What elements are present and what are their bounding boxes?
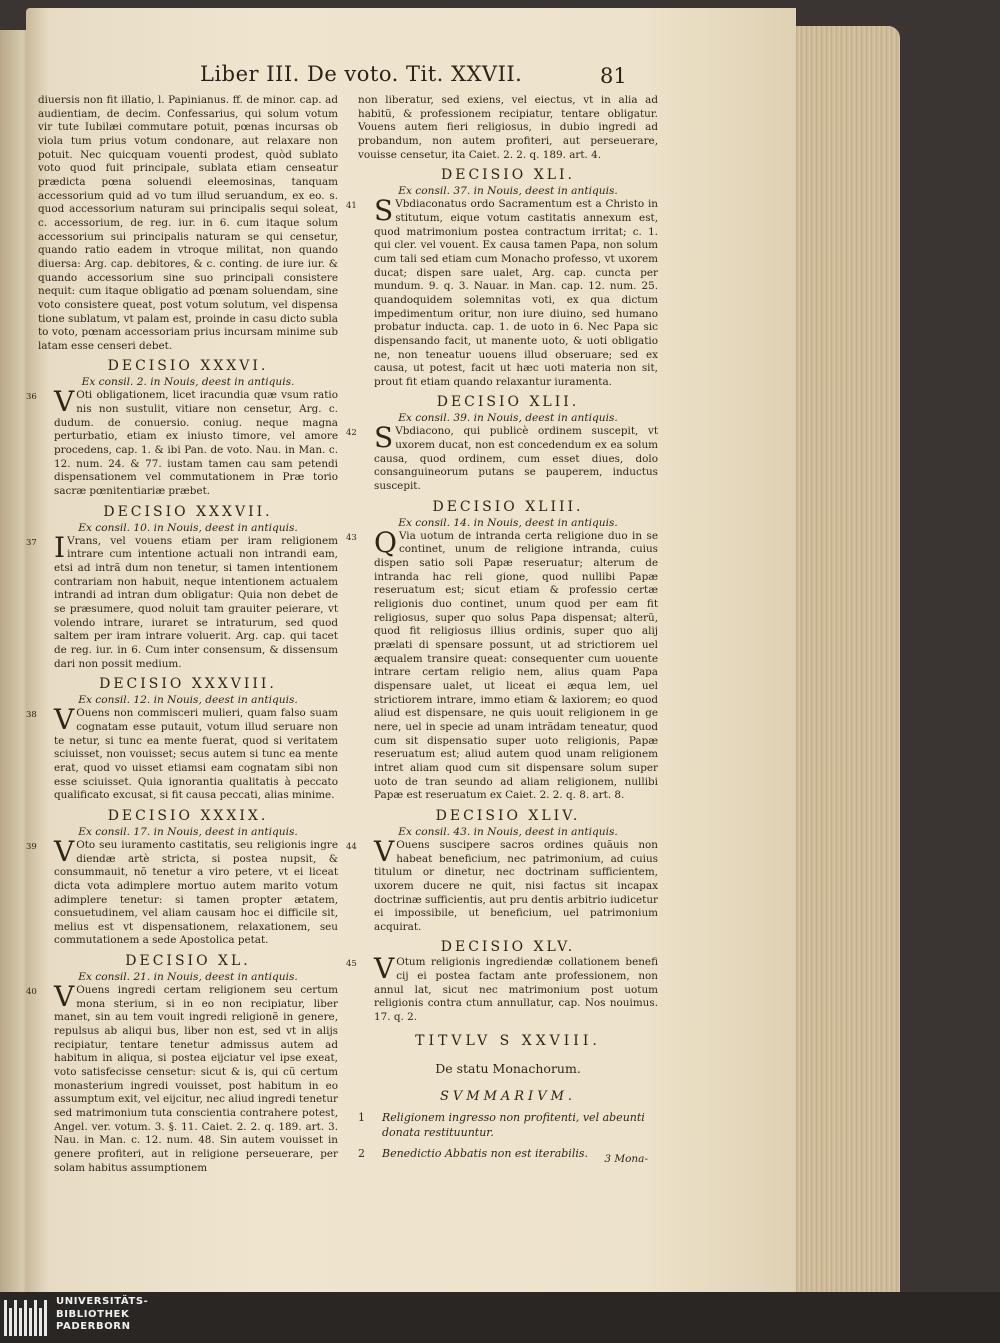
decision-source: Ex consil. 14. in Nouis, deest in antiquis. [398,516,618,529]
summary-text: Religionem ingresso non profitenti, vel abeunti donata restituuntur. [382,1110,645,1139]
decision-paragraph [346,194,658,389]
library-footer [0,1292,1000,1343]
left-intro-paragraph: diuersis non fit illatio, l. Papinianus. ff. de minor. cap. ad audientiam, de decim. Confessarius, qui solum votum vir tute Iubilæi commutare potuit, pœnas incursas ob viola tum prius votum condonare, aut relaxare non potuit. Nec quicquam vouenti prodest, quòd sublato voto quod fuit principale, sublata etiam censeatur prædicta pœna soluendi eleemosinas, tanquam accessorium quid ad vo tum illud seruandum, ex eo. s. quod accessorium naturam sui principalis sequi soleat, c. accessorium, de reg. iur. in 6. cum itaque solum accessorium sui principalis naturam se qui censetur, quando ratio eadem in vtroque militat, non quando diuersa: Arg. cap. debitores, & c. conting. de iure iur. & quando accessorium sine suo principali consistere nequit: cum itaque obligatio ad pœnam soluendam, sine voto consistere queat, post votum solutum, vel dispensa tione sublatum, vt palam est, proinde in casu dicto subla to voto, pœnam accessoriam prius incursam minime sub latam esse censeri debet. [38,94,338,352]
decision-text: Ouens ingredi certam religionem seu certum mona sterium, si in eo non recipiatur, liber manet, sin au tem vouit ingredi religionẽ in genere, repulsus ab aliqui bus, liber non est, sed vt in alijs recipiatur, tentare tenetur admissus autem ad habitum in aliqua, si postea eijciatur vel ipse exeat, voto satisfecisse censetur: sicut & is, qui cũ certum monasterium ingredi vouisset, post habitum in eo assumptum exit, vel eijcitur, nec aliud ingredi tenetur sed matrimonium tuta conscientia contrahere potest, Angel. ver. votum. 3. §. 11. Caiet. 2. 2. q. 189. art. 3. Nau. in Man. c. 12. num. 48. Sin autem vouisset in genere profiteri, aut in religione perseuerare, per solam habitus assumptionem [54,984,338,1174]
initial-letter: V [54,834,75,868]
title-subheading: De statu Monachorum. [435,1061,581,1077]
logo-bar [34,1300,37,1336]
decision-paragraph [346,421,658,493]
decision-heading: DECISIO XLII. [436,394,580,411]
decision-paragraph [26,703,338,803]
decision-text: Ouens suscipere sacros ordines quãuis non habeat beneficium, nec patrimonium, ad cuius titulum or dinetur, nec doctrinam sufficientem, uxorem ducere ne quit, nisi factus sit incapax doctrinæ sufficientis, aut pru dentis arbitrio iudicetur ei impossibile, ut beneficium, uel patrimonium acquirat. [374,838,658,933]
decision-paragraph [26,980,338,1175]
logo-bar [19,1308,22,1336]
decision-source: Ex consil. 2. in Nouis, deest in antiquis. [81,376,295,389]
decision-text: Otum religionis ingrediendæ collationem benefi cij ei postea factam ante professionem, non annul lat, sicut nec matrimonium post uotum religionis contra ctum annullatur, cap. Nos nouimus. 17. q. 2. [374,956,658,1024]
decision-heading: DECISIO XXXIX. [107,807,269,824]
logo-bar [14,1300,17,1336]
summary-number: 1 [358,1110,365,1124]
decision-heading: DECISIO XLI. [441,167,575,184]
decision-source: Ex consil. 12. in Nouis, deest in antiquis. [78,694,298,707]
logo-bar [44,1300,47,1336]
decision-heading: DECISIO XXXVIII. [99,676,277,693]
initial-letter: S [374,421,394,455]
initial-letter: V [54,980,75,1014]
logo-bar [39,1308,42,1336]
decision-text: Ouens non commisceri mulieri, quam falso suam cognatam esse putauit, votum illud seruare non te netur, si tunc ea mente fuerat, quod si veritatem sciuisset, non vouisset; secus autem si tunc ea mente erat, quod vo uisset etiamsi eam cognatam sibi non esse sciuisset. Quia ignorantia qualitatis à peccato qualificato excusat, si fit causa peccati, alias minime. [54,707,338,802]
decision-source: Ex consil. 39. in Nouis, deest in antiquis. [398,412,618,425]
initial-letter: V [54,385,75,419]
decision-heading: DECISIO XLV. [440,939,576,956]
decision-heading: DECISIO XLIII. [432,498,584,515]
logo-line-2: BIBLIOTHEK [56,1308,130,1320]
marginal-number: 38 [26,710,37,721]
decision-heading: DECISIO XLIV. [435,807,581,824]
title-heading: TITVLV S XXVIII. [415,1032,601,1049]
left-decisions [26,357,338,1175]
summary-number: 2 [358,1146,365,1160]
summarium-heading: SVMMARIVM. [439,1089,577,1105]
decision-text: Oto seu iuramento castitatis, seu religionis ingre diendæ artè stricta, si postea nupsit, & consummauit, nõ tenetur a viro petere, vt ei liceat dicta vota adimplere mortuo autem marito votum adimplere tenetur: si tamen propter ætatem, consuetudinem, vel aliam causam hoc ei difficile sit, melius est vt dispensationem, relaxationem, seu commutationem a sede Apostolica petat. [54,838,338,947]
marginal-number: 43 [346,532,357,543]
logo-line-3: PADERBORN [56,1321,131,1332]
right-decisions [346,166,658,1024]
logo-bar [9,1308,12,1336]
catchword: 3 Mona- [604,1152,648,1165]
logo-line-1: UNIVERSITÄTS- [56,1296,149,1307]
marginal-number: 36 [26,392,37,403]
decision-paragraph [346,834,658,935]
initial-letter: I [54,530,66,564]
summary-item [358,1146,658,1161]
marginal-number: 45 [346,959,357,970]
decision-source: Ex consil. 10. in Nouis, deest in antiquis. [78,521,298,534]
running-head: Liber III. De voto. Tit. XXVII. [200,62,523,86]
decision-paragraph [346,525,658,803]
decision-source: Ex consil. 21. in Nouis, deest in antiquis. [78,971,298,984]
decision-paragraph [346,952,658,1024]
summary-list [358,1110,658,1161]
decision-heading: DECISIO XXXVI. [107,358,269,375]
left-column [26,94,338,1175]
decision-source: Ex consil. 43. in Nouis, deest in antiquis. [398,825,618,838]
decision-heading: DECISIO XL. [125,953,251,970]
decision-text: Vbdiaconatus ordo Sacramentum est a Christo in stitutum, eique votum castitatis annexum est, quod matrimonium postea contractum irritat; c. 1. qui cler. vel vouent. Ex causa tamen Papa, non solum cum tali sed etiam cum Monacho professo, vt uxorem ducat; dispen sare ualet, Arg. cap. cuncta per mundum. 9. q. 3. Nauar. in Man. cap. 12. num. 25. quandoquidem solemnitas voti, ex qua dictum impedimentum oritur, non iure diuino, sed humano probatur inducta. cap. 1. de uoto in 6. Nec Papa sic dispensando facit, ut manente uoto, & uoti obligatio ne, non teneatur uouens illud obseruare; sed ex causa, ut potest, facit ut hæc uoti materia non sit, prout fit etiam quando relaxantur iuramenta. [374,198,658,388]
logo-bar [4,1300,7,1336]
decision-text: Oti obligationem, licet iracundia quæ vsum ratio nis non sustulit, vitiare non censetur, Arg. c. dudum. de conuersio. coniug. neque magna perturbatio, etiam ex iniusto timore, vel amore procedens, cap. 1. & ibi Pan. de voto. Nau. in Man. c. 12. num. 24. & 77. iustam tamen cau sam petendi dispensationem vel commutationem in Præ torio sacræ pœnitentiariæ præbet. [54,389,338,498]
book-fore-edge [788,26,900,1292]
library-logo-icon [4,1300,48,1336]
decision-paragraph [26,530,338,672]
marginal-number: 40 [26,987,37,998]
decision-heading: DECISIO XXXVII. [103,503,273,520]
background-shadow [890,26,1000,1292]
logo-bar [29,1308,32,1336]
library-logo-text [56,1296,148,1334]
marginal-number: 42 [346,428,357,439]
decision-source: Ex consil. 37. in Nouis, deest in antiquis. [398,185,618,198]
folio-number: 81 [600,64,627,88]
logo-bar [24,1300,27,1336]
summary-text: Benedictio Abbatis non est iterabilis. [382,1146,588,1160]
initial-letter: Q [374,525,397,559]
initial-letter: S [374,194,394,228]
decision-paragraph [26,834,338,948]
initial-letter: V [374,834,395,868]
marginal-number: 44 [346,841,357,852]
summary-item [358,1110,658,1140]
right-intro-paragraph: non liberatur, sed exiens, vel eiectus, vt in alia ad habitũ, & professionem recipiatur, tentare obligatur. Vouens autem fieri religiosus, in dubio ingredi ad probandum, non autem profiteri, aut perseuerare, vouisse censetur, ita Caiet. 2. 2. q. 189. art. 4. [358,94,658,161]
initial-letter: V [374,952,395,986]
decision-text: Via uotum de intranda certa religione duo in se continet, unum de religione intranda, cuius dispen satio soli Papæ reseruatur; alterum de intranda hac reli gione, quod nullibi Papæ reseruatum est; sicut etiam & professio certæ religionis duo continet, unum quod per eam fit religiosus, super quo solus Papa dispensat; alterũ, quod fit religiosus illius ordinis, super quo alij prælati di spensare possunt, ut ad strictiorem uel æqualem transire queat: consequenter cum uouente intrare certam religio nem, alius quam Papa dispensare ualet, ut liceat ei æqua lem, uel strictiorem intrare, immo etiam & laxiorem; eo quod aliud est dispensare, ne quis uouit religionem in ge nere, uel in specie ad unam intrãdam teneatur, quod cum sit dispensatio super uoto religionis, Papæ reseruatum est; aliud autem quod unam religionem intret aliam quod cum sit dispensare solum super uoto de tran seundo ad aliam religionem, nullibi Papæ est reseruatum ex Caiet. 2. 2. q. 8. art. 8. [374,529,658,802]
decision-text: Vrans, vel vouens etiam per iram religionem intrare cum intentione actuali non intrandi eam, etsi ad intrã dum non tenetur, si tamen intentionem contrariam non habuit, neque intentionem actualem intrandi ad intran dum obligatur: Quia non debet de se præsumere, quod noluit tam grauiter peierare, vt volendo intrare, iuraret se intraturum, sed quod saltem per iram intrare voluerit. Arg. cap. qui tacet de reg. iur. in 6. Cum inter consensum, & dissensum dari non possit medium. [54,534,338,670]
marginal-number: 41 [346,201,357,212]
marginal-number: 39 [26,841,37,852]
decision-text: Vbdiacono, qui publicè ordinem suscepit, vt uxorem ducat, non est concedendum ex ea solum causa, quod ordinem, cum esset diues, dolo consanguineorum putans se pauperem, inductus suscepit. [374,425,658,493]
decision-source: Ex consil. 17. in Nouis, deest in antiquis. [78,825,298,838]
right-column [346,94,658,1166]
initial-letter: V [54,703,75,737]
marginal-number: 37 [26,537,37,548]
decision-paragraph [26,385,338,498]
